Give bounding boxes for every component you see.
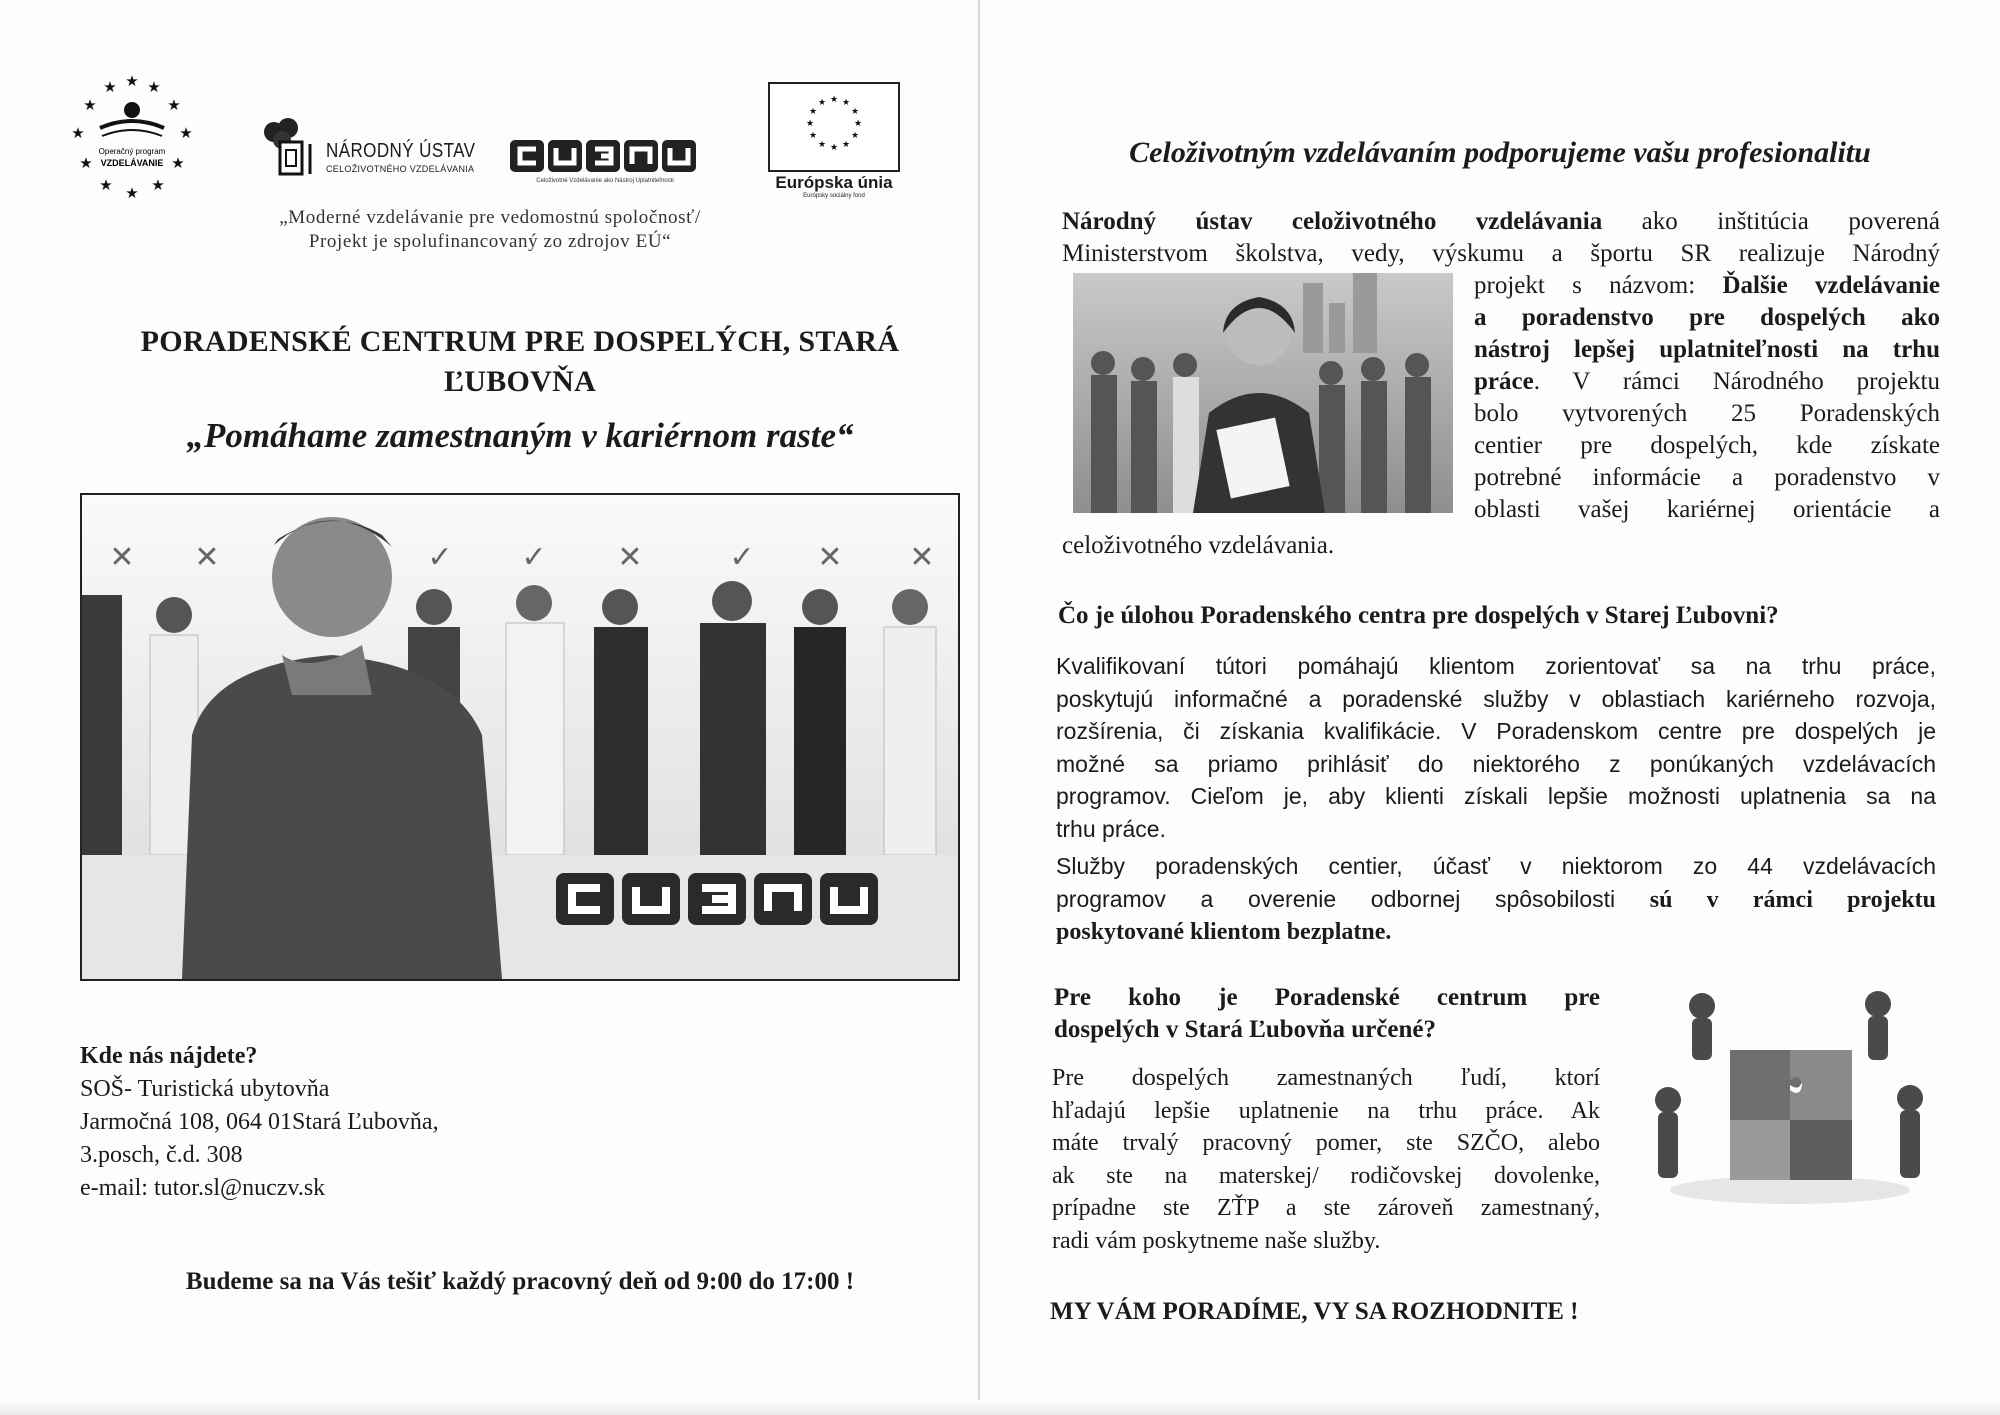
paragraph-text: programov a overenie odbornej spôsobilosti [1056, 885, 1650, 912]
svg-text:★: ★ [850, 107, 860, 117]
paragraph-line: prípadne ste ZŤP a ste zároveň zamestnaný, [1052, 1195, 1600, 1221]
intro-tail: celoživotného vzdelávania. [1062, 532, 1335, 559]
svg-text:✕: ✕ [617, 540, 643, 575]
paragraph-line: trhu práce. [1056, 815, 1166, 842]
paragraph-line: poskytujú informačné a poradenské služby v oblastiach kariérneho rozvoja, [1056, 685, 1936, 712]
wrap-line: centier pre dospelých, kde získate [1474, 432, 1940, 459]
wrap-line [1474, 334, 1940, 366]
services-paragraph [1056, 850, 1936, 949]
svg-text:★: ★ [805, 119, 815, 129]
nuczv-line1: NÁRODNÝ ÚSTAV [326, 140, 476, 162]
svg-text:✓: ✓ [521, 540, 547, 575]
paragraph-line: Služby poradenských centier, účasť v niektorom zo 44 vzdelávacích [1056, 853, 1936, 879]
right-slogan: Celoživotným vzdelávaním podporujeme vašu profesionalitu [1129, 136, 1871, 169]
intro-line: Ministerstvom školstva, vedy, výskumu a športu SR realizuje Národný [1062, 240, 1940, 267]
svg-text:★: ★ [125, 72, 139, 90]
project-name: Ďalšie vzdelávanie [1722, 272, 1940, 299]
svg-text:★: ★ [83, 96, 97, 114]
project-quote [150, 206, 830, 254]
svg-text:✓: ✓ [427, 540, 453, 575]
nuczv-line2: CELOŽIVOTNÉHO VZDELÁVANIA [326, 164, 475, 174]
intro-wrap-paragraph [1474, 270, 1940, 526]
wrap-text: . V rámci Národného projektu [1533, 368, 1940, 395]
svg-text:★: ★ [71, 124, 85, 142]
project-quote-line: Projekt je spolufinancovaný zo zdrojov EÚ“ [308, 231, 672, 252]
svg-text:★: ★ [808, 107, 818, 117]
eu-sub: Európsky sociálny fond [803, 193, 865, 199]
scan-edge [0, 1400, 2000, 1415]
wrap-line: potrebné informácie a poradenstvo v [1474, 464, 1940, 491]
svg-text:★: ★ [829, 143, 839, 153]
project-name: práce [1474, 368, 1534, 395]
audience-paragraph [1052, 1062, 1600, 1257]
svg-text:★: ★ [147, 78, 161, 96]
closing-slogan: MY VÁM PORADÍME, VY SA ROZHODNITE ! [1050, 1298, 1579, 1325]
question-line: dospelých v Stará Ľubovňa určené? [1054, 1016, 1436, 1043]
svg-text:★: ★ [171, 154, 185, 172]
contact-heading: Kde nás nájdete? [80, 1043, 258, 1069]
business-team-photo [1073, 273, 1453, 513]
page-title [80, 322, 960, 402]
svg-text:★: ★ [853, 119, 863, 129]
question-heading [1054, 982, 1600, 1046]
svg-text:★: ★ [841, 140, 851, 150]
wrap-line: bolo vytvorených 25 Poradenských [1474, 400, 1940, 427]
svg-text:✓: ✓ [729, 540, 755, 575]
op-line1: Operačný program [98, 147, 166, 156]
eu-logo [768, 82, 900, 199]
paragraph-line: ak ste na materskej/ rodičovskej dovolenke, [1052, 1162, 1600, 1189]
paragraph-line: hľadajú lepšie uplatnenie na trhu práce. Ak [1052, 1097, 1600, 1124]
tasks-paragraph [1056, 650, 1936, 845]
contact-email: e-mail: tutor.sl@nuczv.sk [80, 1175, 326, 1201]
contact-block [80, 1040, 680, 1205]
svg-text:★: ★ [841, 98, 851, 108]
svg-text:✕: ✕ [817, 540, 843, 575]
intro-paragraph [1062, 206, 1940, 270]
opening-hours: Budeme sa na Vás tešiť každý pracovný deň od 9:00 do 17:00 ! [185, 1268, 855, 1295]
intro-line [1062, 206, 1940, 238]
svg-text:✕: ✕ [109, 540, 135, 575]
nuczv-tree-icon [252, 118, 322, 178]
svg-text:✕: ✕ [909, 540, 935, 575]
intro-bold: Národný ústav celoživotného vzdelávania [1062, 208, 1603, 235]
eu-label: Európska únia [775, 173, 893, 192]
nuczv-logo [252, 118, 476, 178]
contact-line: 3.posch, č.d. 308 [80, 1142, 243, 1168]
svg-text:★: ★ [125, 184, 139, 200]
eu-flag-icon [768, 82, 900, 172]
paragraph-line: máte trvalý pracovný pomer, ste SZČO, alebo [1052, 1130, 1600, 1156]
tagline: „Pomáhame zamestnaným v kariérnom raste“ [186, 416, 854, 455]
project-name: nástroj lepšej uplatniteľnosti na trhu [1474, 336, 1940, 363]
op-stars-logo-icon [62, 70, 202, 200]
paragraph-line: možné sa priamo prihlásiť do niektorého z ponúkaných vzdelávacích [1056, 750, 1936, 777]
question-line: Pre koho je Poradenské centrum pre [1054, 984, 1600, 1011]
svg-text:★: ★ [808, 131, 818, 141]
paragraph-line [1056, 883, 1936, 917]
contact-address: Jarmočná 108, 064 01Stará Ľubovňa, [80, 1109, 439, 1135]
intro-rest: ako inštitúcia poverená [1602, 208, 1940, 235]
svg-text:★: ★ [151, 176, 165, 194]
paragraph-line: programov. Cieľom je, aby klienti získali lepšie možnosti uplatnenia sa na [1056, 783, 1936, 809]
wrap-line [1474, 302, 1940, 334]
paragraph-line: radi vám poskytneme naše služby. [1052, 1227, 1381, 1254]
cvanu-small-sub: Celoživotné Vzdelávanie ako Nástroj Uplatniteľnosti [536, 178, 674, 184]
title-line: ĽUBOVŇA [443, 365, 597, 398]
svg-text:✕: ✕ [194, 540, 220, 575]
wrap-line: oblasti vašej kariérnej orientácie a [1474, 496, 1940, 523]
paragraph-bold: sú v rámci projektu [1649, 886, 1936, 913]
hero-image [80, 493, 960, 981]
svg-text:★: ★ [79, 154, 93, 172]
project-name: a poradenstvo pre dospelých ako [1474, 304, 1940, 331]
paragraph-line: Kvalifikovaní tútori pomáhajú klientom zorientovať sa na trhu práce, [1056, 653, 1936, 679]
svg-text:★: ★ [850, 131, 860, 141]
page-fold [978, 0, 980, 1415]
project-quote-line: „Moderné vzdelávanie pre vedomostnú spoločnosť/ [279, 207, 701, 228]
svg-text:★: ★ [829, 95, 839, 105]
cvanu-logo-icon [510, 138, 700, 186]
svg-text:★: ★ [817, 98, 827, 108]
svg-text:★: ★ [817, 140, 827, 150]
svg-text:★: ★ [99, 176, 113, 194]
svg-text:★: ★ [167, 96, 181, 114]
wrap-line [1474, 270, 1940, 302]
paragraph-line: rozšírenia, či získania kvalifikácie. V Poradenskom centre pre dospelých je [1056, 718, 1936, 744]
paragraph-bold: poskytované klientom bezplatne. [1056, 919, 1392, 945]
svg-text:★: ★ [103, 78, 117, 96]
puzzle-people-icon [1640, 980, 1940, 1210]
wrap-line [1474, 366, 1940, 398]
contact-line: SOŠ- Turistická ubytovňa [80, 1076, 330, 1102]
wrap-text: projekt s názvom: [1474, 272, 1723, 299]
question-heading: Čo je úlohou Poradenského centra pre dospelých v Starej Ľubovni? [1058, 602, 1779, 629]
op-line2: VZDELÁVANIE [100, 158, 164, 168]
paragraph-line: Pre dospelých zamestnaných ľudí, ktorí [1052, 1065, 1600, 1091]
title-line: PORADENSKÉ CENTRUM PRE DOSPELÝCH, STARÁ [140, 325, 900, 358]
svg-text:★: ★ [179, 124, 193, 142]
